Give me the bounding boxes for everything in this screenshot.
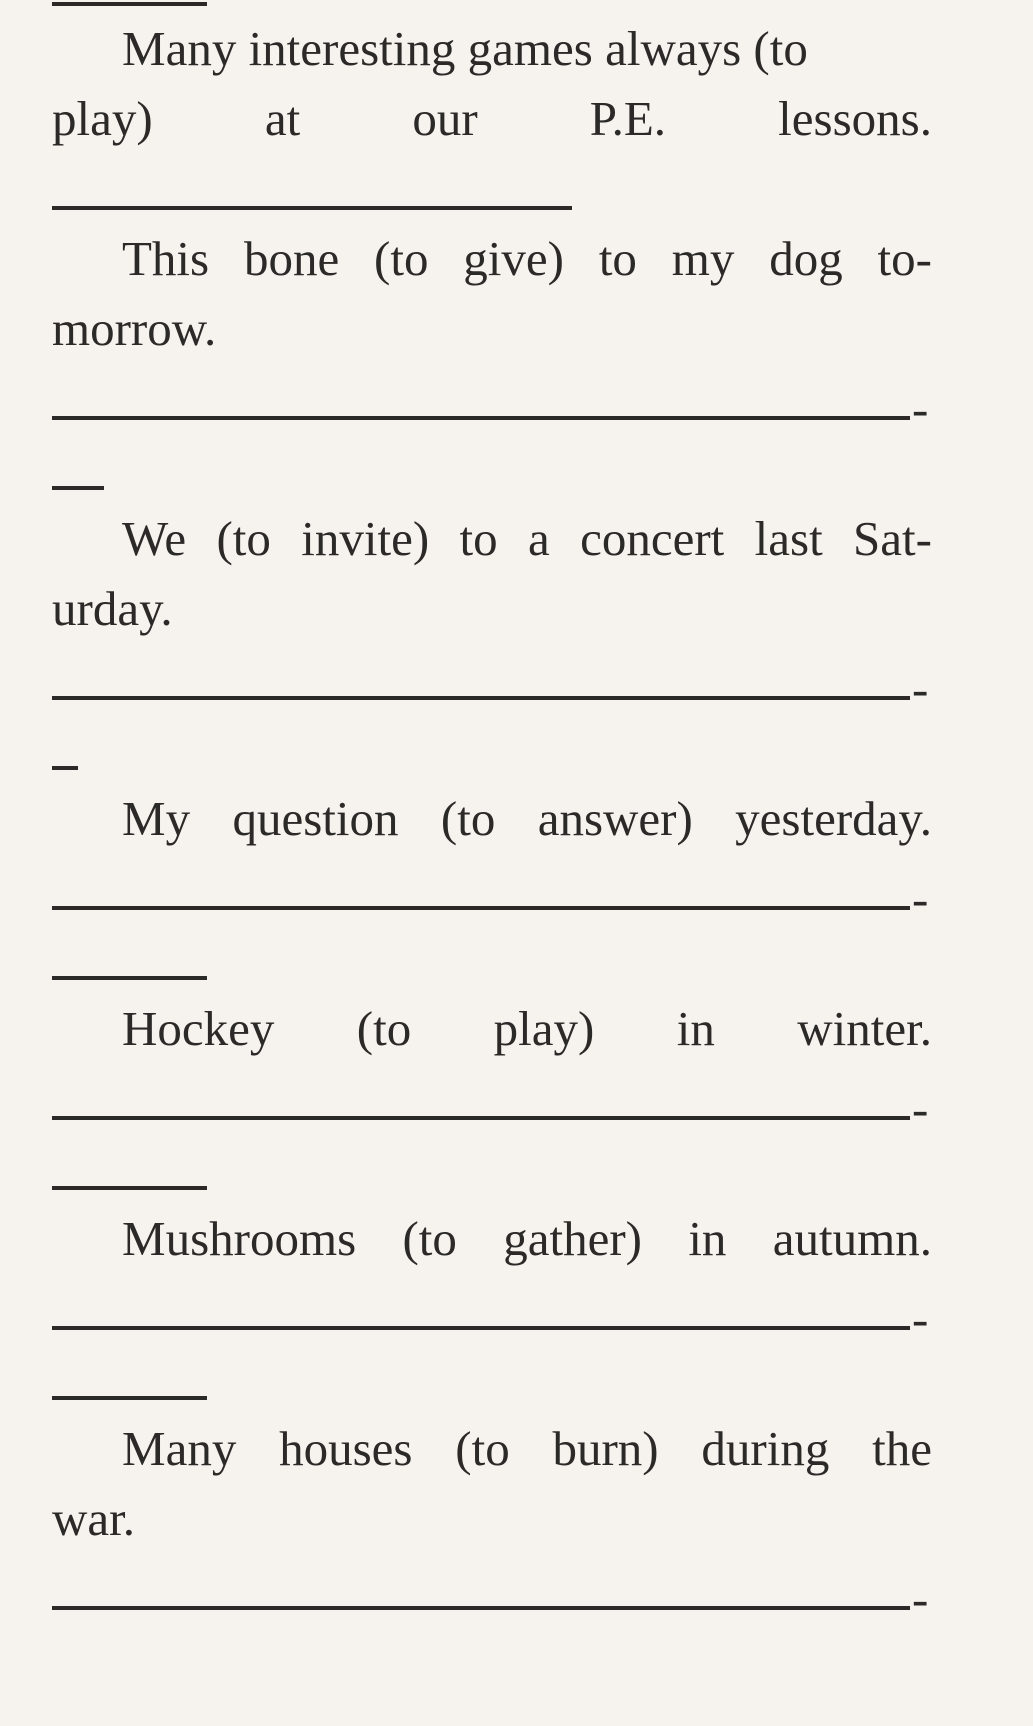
answer-blank[interactable] (52, 2, 207, 6)
answer-blank-3-cont[interactable] (52, 766, 78, 770)
hyphen: - (912, 1291, 929, 1346)
sentence-2-line-1: This bone (to give) to my dog to- (122, 231, 932, 286)
sentence-4-line-1: My question (to answer) yesterday. (122, 791, 932, 846)
answer-blank-3[interactable] (52, 696, 910, 700)
sentence-7-line-1: Many houses (to burn) during the (122, 1421, 932, 1476)
answer-blank-6-cont[interactable] (52, 1396, 207, 1400)
answer-blank-2[interactable] (52, 416, 910, 420)
answer-blank-4-cont[interactable] (52, 976, 207, 980)
sentence-7-line-2: war. (52, 1491, 135, 1546)
hyphen: - (912, 1571, 929, 1626)
answer-blank-5-cont[interactable] (52, 1186, 207, 1190)
answer-blank-7[interactable] (52, 1606, 910, 1610)
sentence-3-line-2: urday. (52, 581, 173, 636)
sentence-1-line-2: play) at our P.E. lessons. (52, 91, 932, 146)
hyphen: - (912, 661, 929, 716)
answer-blank-2-cont[interactable] (52, 486, 104, 490)
sentence-2-line-2: morrow. (52, 301, 217, 356)
hyphen: - (912, 381, 929, 436)
sentence-5-line-1: Hockey (to play) in winter. (122, 1001, 932, 1056)
answer-blank-1[interactable] (52, 206, 572, 210)
sentence-3-line-1: We (to invite) to a concert last Sat- (122, 511, 932, 566)
answer-blank-5[interactable] (52, 1116, 910, 1120)
hyphen: - (912, 1081, 929, 1136)
hyphen: - (912, 871, 929, 926)
answer-blank-4[interactable] (52, 906, 910, 910)
sentence-6-line-1: Mushrooms (to gather) in autumn. (122, 1211, 932, 1266)
sentence-1-line-1: Many interesting games always (to (122, 21, 808, 76)
answer-blank-6[interactable] (52, 1326, 910, 1330)
